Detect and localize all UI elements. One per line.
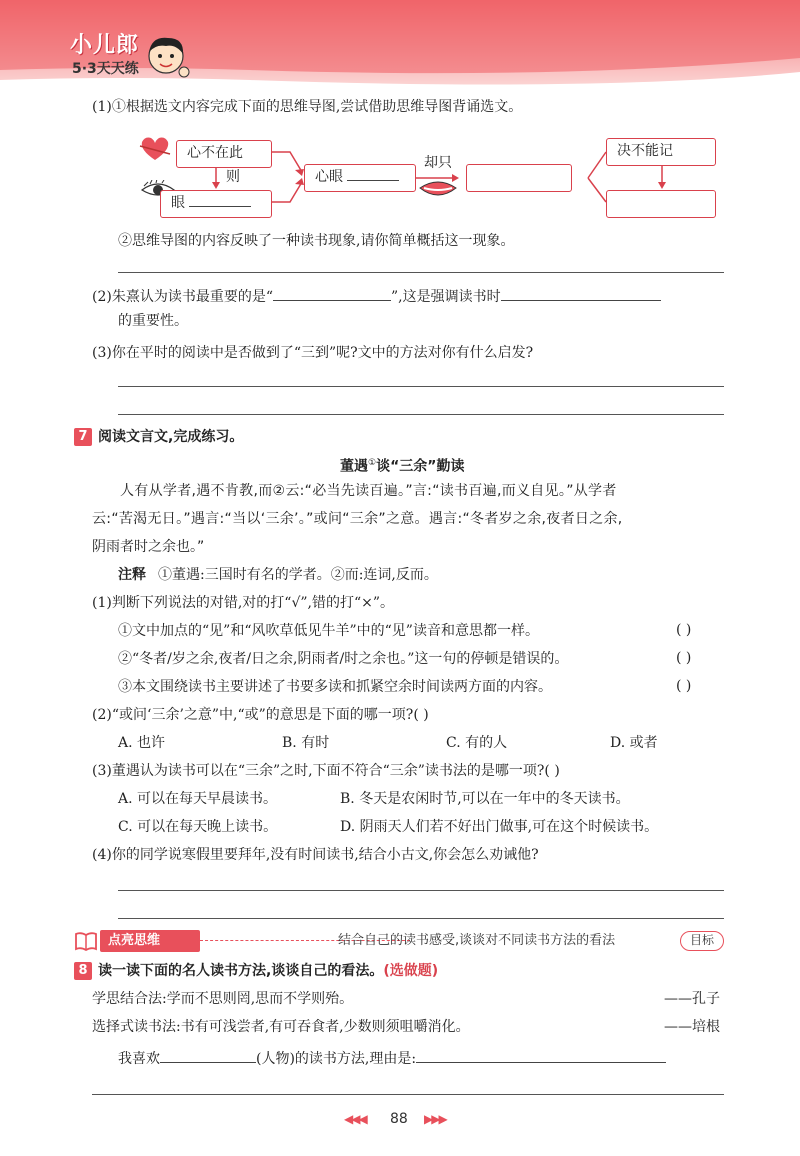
open-book-icon — [74, 931, 98, 951]
q7-sub2-option-a[interactable]: A. 也许 — [118, 735, 166, 751]
heart-icon — [138, 134, 172, 164]
q8-heading-text: 读一读下面的名人读书方法,谈谈自己的看法。 — [98, 963, 384, 979]
map-box-mind-absent — [176, 140, 272, 168]
map-box-cannot-remember-text: 决不能记 — [617, 143, 673, 159]
answer-paren[interactable]: ( ) — [676, 622, 692, 638]
answer-line[interactable] — [118, 272, 724, 273]
passage-title-note: ① — [368, 458, 377, 468]
q7-sub3-option-c[interactable]: C. 可以在每天晚上读书。 — [118, 819, 278, 835]
annotation-label: 注释 — [118, 567, 146, 583]
passage-line-2: 云:“苦渴无日。”遇言:“当以‘三余’。”或问“三余”之意。遇言:“冬者岁之余,夜者日之余, — [92, 511, 623, 527]
q8-method-1-author: ——孔子 — [664, 991, 720, 1007]
reason-blank[interactable] — [416, 1048, 666, 1063]
page-number: 88 — [390, 1111, 408, 1127]
passage-line-3: 阴雨者时之余也。” — [92, 539, 205, 555]
answer-line[interactable] — [118, 386, 724, 387]
q8-number: 8 — [74, 962, 92, 980]
brand-title: 小儿郎 — [70, 33, 140, 58]
page-footer — [340, 1110, 470, 1130]
map-box-mind-eye-text: 心眼 — [315, 169, 343, 185]
q7-heading — [74, 428, 243, 446]
q7-sub1-item-2: ②“冬者/岁之余,夜者/日之余,阴雨者/时之余也。”这一句的停顿是错误的。 — [118, 651, 569, 667]
passage-title-name: 董遇 — [340, 458, 368, 475]
q7-sub2-option-c[interactable]: C. 有的人 — [446, 735, 508, 751]
banner-tag: 目标 — [680, 931, 724, 951]
q7-sub4-text: (4)你的同学说寒假里要拜年,没有时间读书,结合小古文,你会怎么劝诫他? — [92, 847, 539, 863]
left-arrows-icon: ◀◀◀ — [344, 1112, 366, 1126]
q8-method-2-author: ——培根 — [664, 1019, 720, 1035]
passage-title — [340, 454, 464, 476]
q8-heading — [74, 962, 438, 980]
map-arrow-label-ze: 则 — [226, 169, 240, 185]
q7-sub2-option-b[interactable]: B. 有时 — [282, 735, 330, 751]
q7-sub1-text: (1)判断下列说法的对错,对的打“√”,错的打“×”。 — [92, 595, 395, 611]
map-box-eye — [160, 190, 272, 218]
q6-sub2-text — [92, 286, 661, 306]
q6-sub2-part3: 的重要性。 — [118, 313, 188, 329]
q6-sub3-text: (3)你在平时的阅读中是否做到了“三到”呢?文中的方法对你有什么启发? — [92, 345, 534, 361]
q7-sub3-option-d[interactable]: D. 阴雨天人们若不好出门做事,可在这个时候读书。 — [340, 819, 659, 835]
map-box-mind-eye — [304, 164, 416, 192]
q7-sub1-item-1: ①文中加点的“见”和“风吹草低见牛羊”中的“见”读音和意思都一样。 — [118, 623, 539, 639]
map-box-blank-answer — [466, 164, 572, 192]
q8-fill-part1: 我喜欢 — [118, 1051, 160, 1067]
q6-sub1b-text: ②思维导图的内容反映了一种读书现象,请你简单概括这一现象。 — [118, 233, 515, 249]
passage-title-rest: 谈“三余”勤读 — [376, 458, 465, 475]
page-header — [0, 0, 800, 108]
q8-method-1: 学思结合法:学而不思则罔,思而不学则殆。 — [92, 991, 354, 1007]
map-arrow-label-queshi: 却只 — [424, 155, 452, 171]
q7-sub3-option-a[interactable]: A. 可以在每天早晨读书。 — [118, 791, 278, 807]
banner-label: 点亮思维 — [100, 930, 200, 952]
q6-sub2-part2: ”,这是强调读书时 — [391, 289, 501, 305]
annotation-text: ①董遇:三国时有名的学者。②而:连词,反而。 — [158, 567, 438, 583]
brand-subtitle: 5·3天天练 — [72, 61, 139, 77]
q6-sub2-part1: (2)朱熹认为读书最重要的是“ — [92, 289, 273, 305]
q7-sub2-text: (2)“或问‘三余’之意”中,“或”的意思是下面的哪一项?( ) — [92, 707, 429, 723]
q8-fill-part2: (人物)的读书方法,理由是: — [256, 1051, 417, 1067]
q7-sub3-text: (3)董遇认为读书可以在“三余”之时,下面不符合“三余”读书法的是哪一项?( ) — [92, 763, 560, 779]
q7-heading-text: 阅读文言文,完成练习。 — [98, 429, 244, 445]
map-box-blank-result — [606, 190, 716, 218]
answer-line[interactable] — [92, 1094, 724, 1095]
answer-paren[interactable]: ( ) — [676, 678, 692, 694]
q8-heading-tag: (选做题) — [383, 963, 439, 979]
answer-line[interactable] — [118, 890, 724, 891]
q8-method-2: 选择式读书法:书有可浅尝者,有可吞食者,少数则须咀嚼消化。 — [92, 1019, 470, 1035]
person-blank[interactable] — [160, 1048, 256, 1063]
q7-sub1-item-3: ③本文围绕读书主要讲述了书要多读和抓紧空余时间读两方面的内容。 — [118, 679, 552, 695]
q7-number: 7 — [74, 428, 92, 446]
annotation — [118, 566, 438, 584]
answer-paren[interactable]: ( ) — [676, 650, 692, 666]
passage-line-1: 人有从学者,遇不肯教,而②云:“必当先读百遍。”言:“读书百遍,而义自见。”从学者 — [120, 483, 617, 499]
q7-sub3-option-b[interactable]: B. 冬天是农闲时节,可以在一年中的冬天读书。 — [340, 791, 630, 807]
map-box-cannot-remember — [606, 138, 716, 166]
answer-line[interactable] — [118, 918, 724, 919]
q8-fill-line — [118, 1048, 666, 1068]
answer-line[interactable] — [118, 414, 724, 415]
map-box-mind-absent-text: 心不在此 — [187, 145, 243, 161]
banner-text: 结合自己的读书感受,谈谈对不同读书方法的看法 — [338, 933, 616, 948]
q7-sub2-option-d[interactable]: D. 或者 — [610, 735, 658, 751]
mouth-icon — [418, 178, 458, 202]
thinking-banner — [74, 930, 724, 952]
q6-sub1-text: (1)①根据选文内容完成下面的思维导图,尝试借助思维导图背诵选文。 — [92, 99, 523, 115]
boy-mascot-icon — [140, 32, 192, 82]
map-box-eye-text: 眼 — [171, 195, 185, 211]
right-arrows-icon: ▶▶▶ — [424, 1112, 446, 1126]
